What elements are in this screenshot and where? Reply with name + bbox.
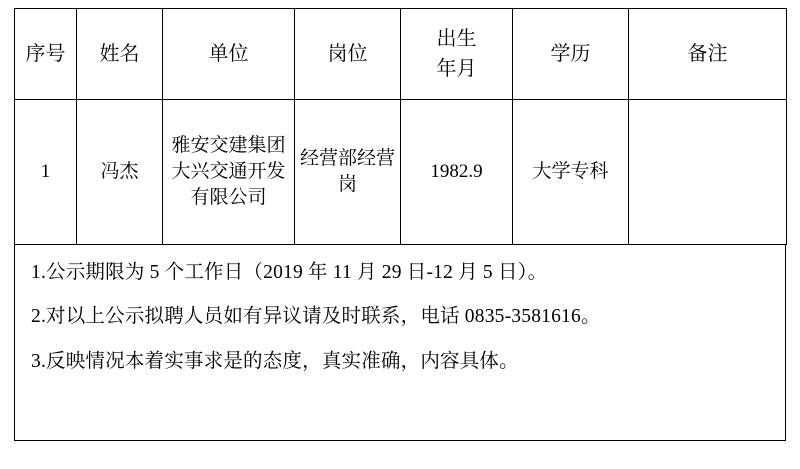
column-header-note (629, 9, 787, 100)
table-header-row (15, 9, 787, 100)
cell-education (513, 100, 629, 245)
cell-seq-value: 1 (40, 160, 51, 182)
column-header-unit-label: 单位 (208, 43, 249, 65)
notes-section (14, 245, 786, 441)
column-header-education (513, 9, 629, 100)
column-header-dob-line1: 出生 (436, 28, 477, 50)
cell-note (629, 100, 787, 245)
column-header-unit (163, 9, 295, 100)
cell-post (295, 100, 401, 245)
cell-dob (401, 100, 513, 245)
cell-post-value: 经营部经营岗 (299, 147, 395, 195)
column-header-dob (401, 9, 513, 100)
table-row (15, 100, 787, 245)
cell-dob-value: 1982.9 (430, 160, 483, 182)
cell-education-value: 大学专科 (532, 160, 609, 182)
column-header-name-label: 姓名 (99, 43, 140, 65)
cell-name (77, 100, 163, 245)
note-item-2: 2.对以上公示拟聘人员如有异议请及时联系，电话 0835-3581616。 (31, 306, 601, 328)
cell-name-value: 冯杰 (100, 160, 139, 182)
note-item-3: 3.反映情况本着实事求是的态度，真实准确，内容具体。 (31, 350, 519, 372)
column-header-name (77, 9, 163, 100)
table-body (15, 100, 787, 245)
cell-unit (163, 100, 295, 245)
column-header-dob-line2: 年月 (436, 58, 477, 80)
cell-unit-value: 雅安交建集团大兴交通开发有限公司 (171, 134, 286, 209)
column-header-education-label: 学历 (550, 43, 591, 65)
table-header (15, 9, 787, 100)
column-header-post (295, 9, 401, 100)
column-header-post-label: 岗位 (327, 43, 368, 65)
column-header-seq (15, 9, 77, 100)
candidate-table (14, 8, 787, 245)
column-header-note-label: 备注 (687, 43, 728, 65)
column-header-seq-label: 序号 (25, 43, 66, 65)
note-item-1: 1.公示期限为 5 个工作日（2019 年 11 月 29 日-12 月 5 日）。 (31, 262, 548, 283)
cell-seq (15, 100, 77, 245)
